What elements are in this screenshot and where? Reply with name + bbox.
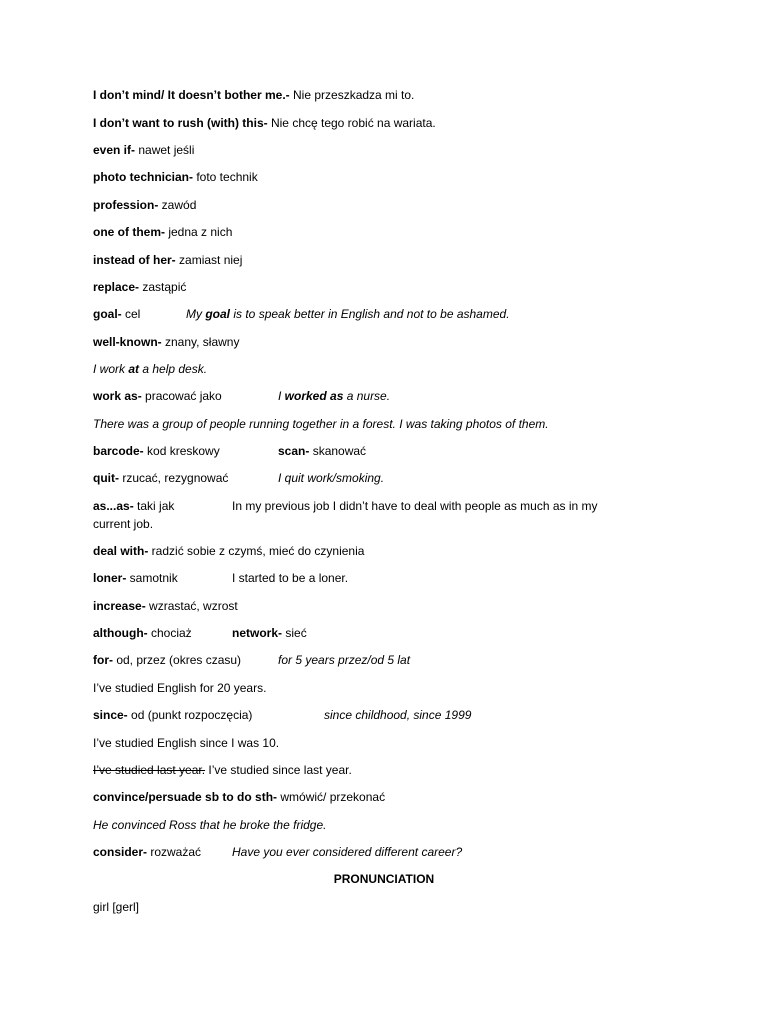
example-worked-as: I worked as a nurse. [278,389,391,403]
entry-deal-with: deal with- radzić sobie z czymś, mieć do czynienia [93,544,365,558]
example-goal: My goal is to speak better in English and not to be ashamed. [186,307,510,321]
entry-increase: increase- wzrastać, wzrost [93,599,238,613]
entry-well-known: well-known- znany, sławny [93,335,240,349]
entry-rush: I don’t want to rush (with) this- Nie chcę tego robić na wariata. [93,116,436,130]
entry-scan: scan- skanować [278,444,367,458]
entry-one-of-them: one of them- jedna z nich [93,225,233,239]
entry-barcode: barcode- kod kreskowy scan- skanować [93,444,367,458]
example-help-desk: I work at a help desk. [93,362,208,376]
example-running-forest: There was a group of people running together in a forest. I was taking photos of them. [93,417,549,431]
example-loner: I started to be a loner. [232,571,349,585]
entry-network: network- sieć [232,626,307,640]
section-heading-pronunciation: PRONUNCIATION [333,872,435,886]
entry-even-if: even if- nawet jeśli [93,143,195,157]
example-consider: Have you ever considered different career? [232,845,463,859]
entry-convince: convince/persuade sb to do sth- wmówić/ przekonać [93,790,386,804]
entry-consider: consider- rozważać Have you ever considered different career? [93,845,463,859]
example-as-as: In my previous job I didn’t have to deal with people as much as in my [232,499,598,513]
entry-work-as: work as- pracować jako I worked as a nurse. [93,389,391,403]
entry-although: although- chociaż network- sieć [93,626,307,640]
sentence-studied-since: I’ve studied English since I was 10. [93,736,280,750]
entry-goal: goal- cel My goal is to speak better in English and not to be ashamed. [93,307,510,321]
entry-profession: profession- zawód [93,198,197,212]
entry-replace: replace- zastąpić [93,280,187,294]
example-for: for 5 years przez/od 5 lat [278,653,411,667]
entry-photo-technician: photo technician- foto technik [93,170,258,184]
entry-loner: loner- samotnik I started to be a loner. [93,571,349,585]
entry-quit: quit- rzucać, rezygnować I quit work/smoking. [93,471,385,485]
entry-instead-of-her: instead of her- zamiast niej [93,253,243,267]
example-quit: I quit work/smoking. [278,471,385,485]
entry-since: since- od (punkt rozpoczęcia) since childhood, since 1999 [93,708,472,722]
example-convinced-ross: He convinced Ross that he broke the fridge. [93,818,327,832]
struck-text: I’ve studied last year. [93,763,206,777]
sentence-studied-for: I’ve studied English for 20 years. [93,681,267,695]
sentence-correction: I’ve studied last year. I’ve studied since last year. [93,763,352,777]
pronunciation-girl: girl [gerl] [93,900,140,914]
entry-as-as: as...as- taki jak In my previous job I didn’t have to deal with people as much as in my current job. [93,499,598,531]
entry-for: for- od, przez (okres czasu) for 5 years przez/od 5 lat [93,653,411,667]
example-as-as-continued: current job. [93,517,154,531]
example-since: since childhood, since 1999 [324,708,472,722]
entry-dont-mind: I don’t mind/ It doesn’t bother me.- Nie przeszkadza mi to. [93,88,415,102]
